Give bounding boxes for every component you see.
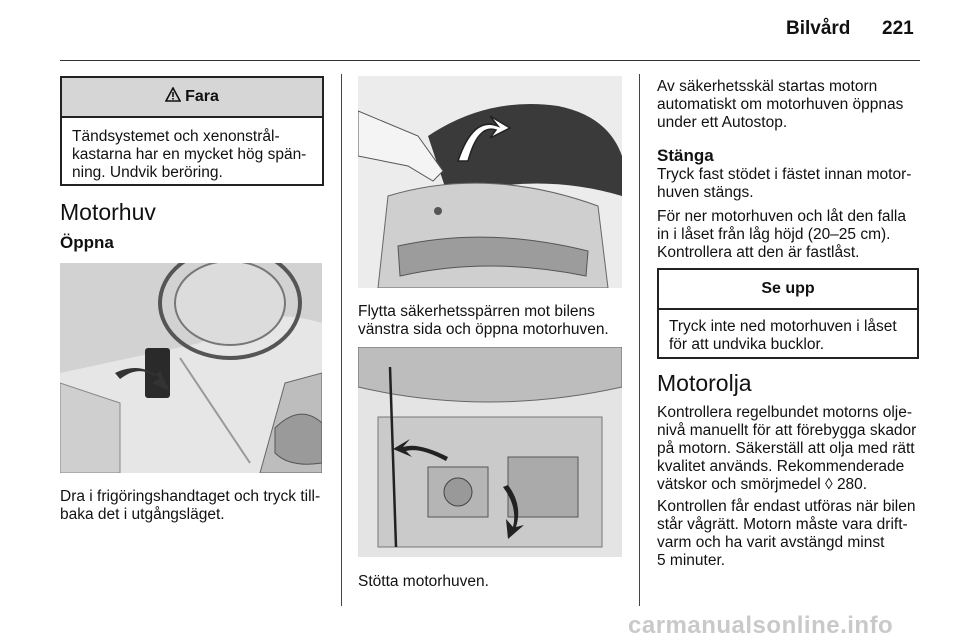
heading-motorolja: Motorolja (657, 370, 752, 396)
illustration-release-handle (60, 263, 322, 473)
illustration-safety-catch (358, 76, 622, 288)
illustration-hood-support (358, 347, 622, 557)
note-box-header (659, 270, 917, 310)
paragraph-line: Kontrollera att den är fastlåst. (657, 244, 860, 261)
caption-line: Flytta säkerhetsspärren mot bilens (358, 303, 595, 320)
paragraph-autostop (657, 78, 903, 132)
paragraph-line: på motorn. Säkerställ att olja med rätt (657, 440, 915, 457)
paragraph-line: Kontrollen får endast utföras när bilen (657, 498, 916, 515)
running-header-title: Bilvård (786, 18, 851, 39)
warning-line: kastarna har en mycket hög spän- (72, 146, 307, 163)
paragraph-line: Kontrollera regelbundet motorns olje- (657, 404, 913, 421)
paragraph-line: Tryck fast stödet i fästet innan motor- (657, 166, 912, 183)
paragraph-line: under ett Autostop. (657, 114, 788, 131)
warning-box-title: Fara (185, 88, 219, 105)
paragraph-close-1 (657, 166, 911, 202)
caption-hood-support: Stötta motorhuven. (358, 573, 489, 590)
note-box (657, 268, 919, 359)
paragraph-oil-check (657, 404, 916, 494)
note-box-title: Se upp (761, 280, 815, 297)
warning-box-text (62, 118, 322, 192)
subheading-stanga: Stänga (657, 146, 714, 165)
watermark: carmanualsonline.info (628, 612, 894, 639)
paragraph-line: För ner motorhuven och låt den falla (657, 208, 906, 225)
paragraph-line: huven stängs. (657, 184, 754, 201)
paragraph-line: in i låset från låg höjd (20–25 cm). (657, 226, 891, 243)
column-divider-1 (341, 74, 342, 606)
heading-motorhuv: Motorhuv (60, 199, 156, 225)
warning-line: Tändsystemet och xenonstrål- (72, 128, 280, 145)
paragraph-line: nivå manuellt för att förebygga skador (657, 422, 917, 439)
caption-line: baka det i utgångsläget. (60, 506, 225, 523)
caption-safety-catch (358, 303, 609, 339)
caption-line: Dra i frigöringshandtaget och tryck till- (60, 488, 321, 505)
paragraph-line: automatiskt om motorhuven öppnas (657, 96, 904, 113)
caption-release-handle (60, 488, 320, 524)
paragraph-line-with-reference: vätskor och smörjmedel ◊ 280. (657, 476, 868, 493)
note-box-text (659, 310, 917, 364)
caption-line: vänstra sida och öppna motorhuven. (358, 321, 609, 338)
warning-line: ning. Undvik beröring. (72, 164, 223, 181)
paragraph-line: kvalitet används. Rekommenderade (657, 458, 905, 475)
subheading-oppna: Öppna (60, 233, 114, 252)
header-divider (60, 60, 920, 61)
warning-box-header (62, 78, 322, 118)
note-line: för att undvika bucklor. (669, 336, 825, 353)
page-number: 221 (882, 18, 914, 39)
paragraph-oil-conditions (657, 498, 916, 570)
paragraph-line: står vågrätt. Motorn måste vara drift- (657, 516, 908, 533)
warning-triangle-icon (165, 87, 181, 107)
note-line: Tryck inte ned motorhuven i låset (669, 318, 897, 335)
paragraph-line: 5 minuter. (657, 552, 726, 569)
paragraph-line: varm och ha varit avstängd minst (657, 534, 885, 551)
paragraph-close-2 (657, 208, 906, 262)
paragraph-line: Av säkerhetsskäl startas motorn (657, 78, 878, 95)
warning-box (60, 76, 324, 186)
column-divider-2 (639, 74, 640, 606)
